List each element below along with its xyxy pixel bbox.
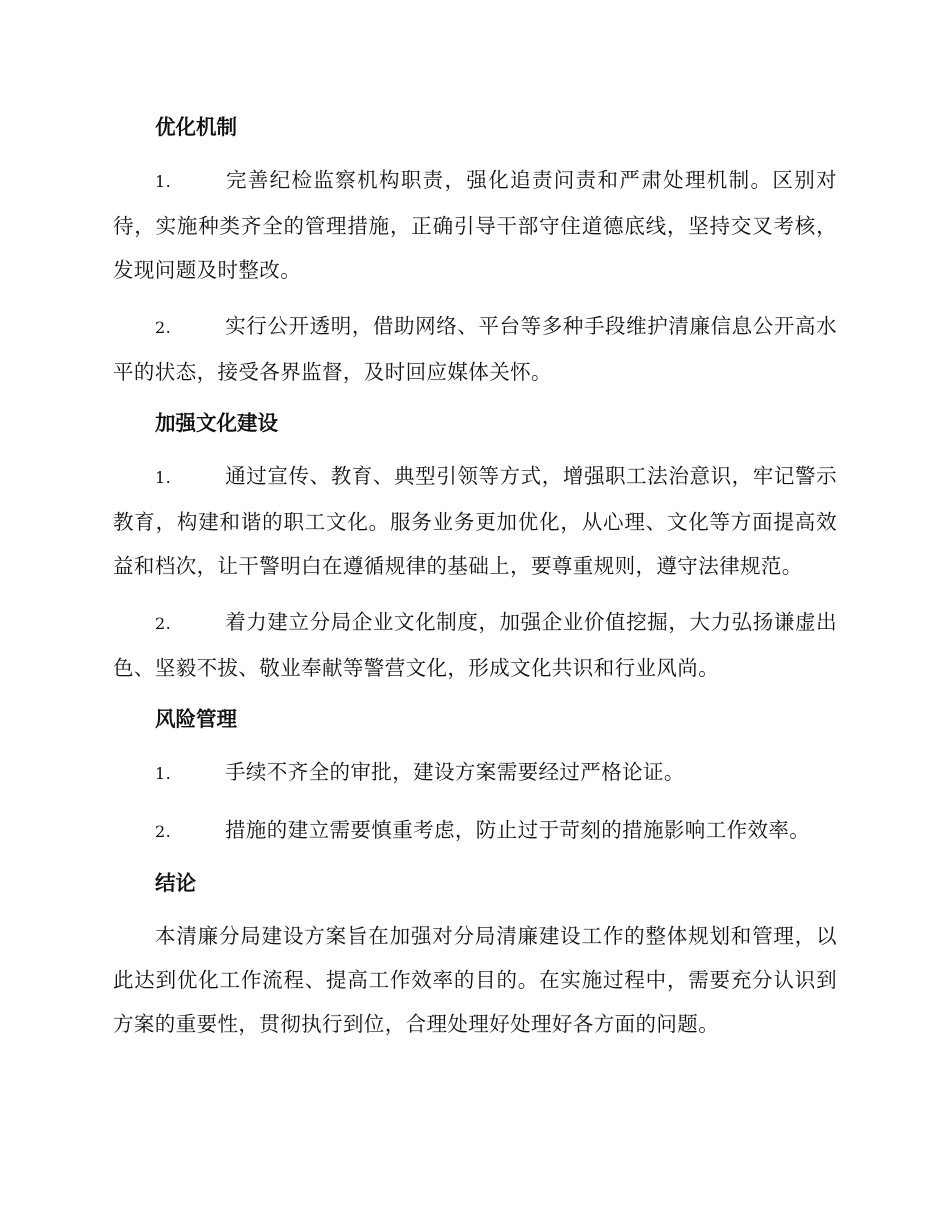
- conclusion-paragraph: 本清廉分局建设方案旨在加强对分局清廉建设工作的整体规划和管理，以此达到优化工作流程、提高工作效率的目的。在实施过程中，需要充分认识到方案的重要性，贯彻执行到位，合理处理好处理好各方面的问题。: [113, 924, 837, 1036]
- section-heading: 结论: [155, 871, 196, 895]
- item-number: 1.: [155, 764, 172, 783]
- list-item: [113, 808, 837, 854]
- item-text: 手续不齐全的审批，建设方案需要经过严格论证。: [225, 760, 685, 784]
- section-heading: 优化机制: [155, 115, 237, 139]
- section-heading: 风险管理: [155, 707, 237, 731]
- item-text: 着力建立分局企业文化制度，加强企业价值挖掘，大力弘扬谦虚出色、坚毅不拔、敬业奉献等警营文化，形成文化共识和行业风尚。: [113, 610, 837, 680]
- item-number: 2.: [155, 822, 172, 841]
- item-number: 2.: [155, 614, 172, 633]
- item-number: 1.: [155, 172, 172, 191]
- list-item: [113, 304, 837, 394]
- list-item: [113, 158, 837, 292]
- section-culture-building: [113, 406, 837, 690]
- item-text: 实行公开透明，借助网络、平台等多种手段维护清廉信息公开高水平的状态，接受各界监督，及时回应媒体关怀。: [113, 314, 837, 384]
- item-text: 完善纪检监察机构职责，强化追责问责和严肃处理机制。区别对待，实施种类齐全的管理措施，正确引导干部守住道德底线，坚持交叉考核，发现问题及时整改。: [113, 168, 837, 282]
- document-body: [113, 110, 837, 1058]
- item-number: 2.: [155, 318, 172, 337]
- item-number: 1.: [155, 468, 172, 487]
- section-risk-management: [113, 702, 837, 854]
- list-item: [113, 454, 837, 588]
- section-heading: 加强文化建设: [155, 411, 278, 435]
- list-item: [113, 750, 837, 796]
- section-conclusion: [113, 866, 837, 1046]
- item-text: 通过宣传、教育、典型引领等方式，增强职工法治意识，牢记警示教育，构建和谐的职工文化。服务业务更加优化，从心理、文化等方面提高效益和档次，让干警明白在遵循规律的基础上，要尊重规则，遵守法律规范。: [113, 464, 837, 578]
- section-optimize-mechanism: [113, 110, 837, 394]
- list-item: [113, 600, 837, 690]
- item-text: 措施的建立需要慎重考虑，防止过于苛刻的措施影响工作效率。: [225, 818, 811, 842]
